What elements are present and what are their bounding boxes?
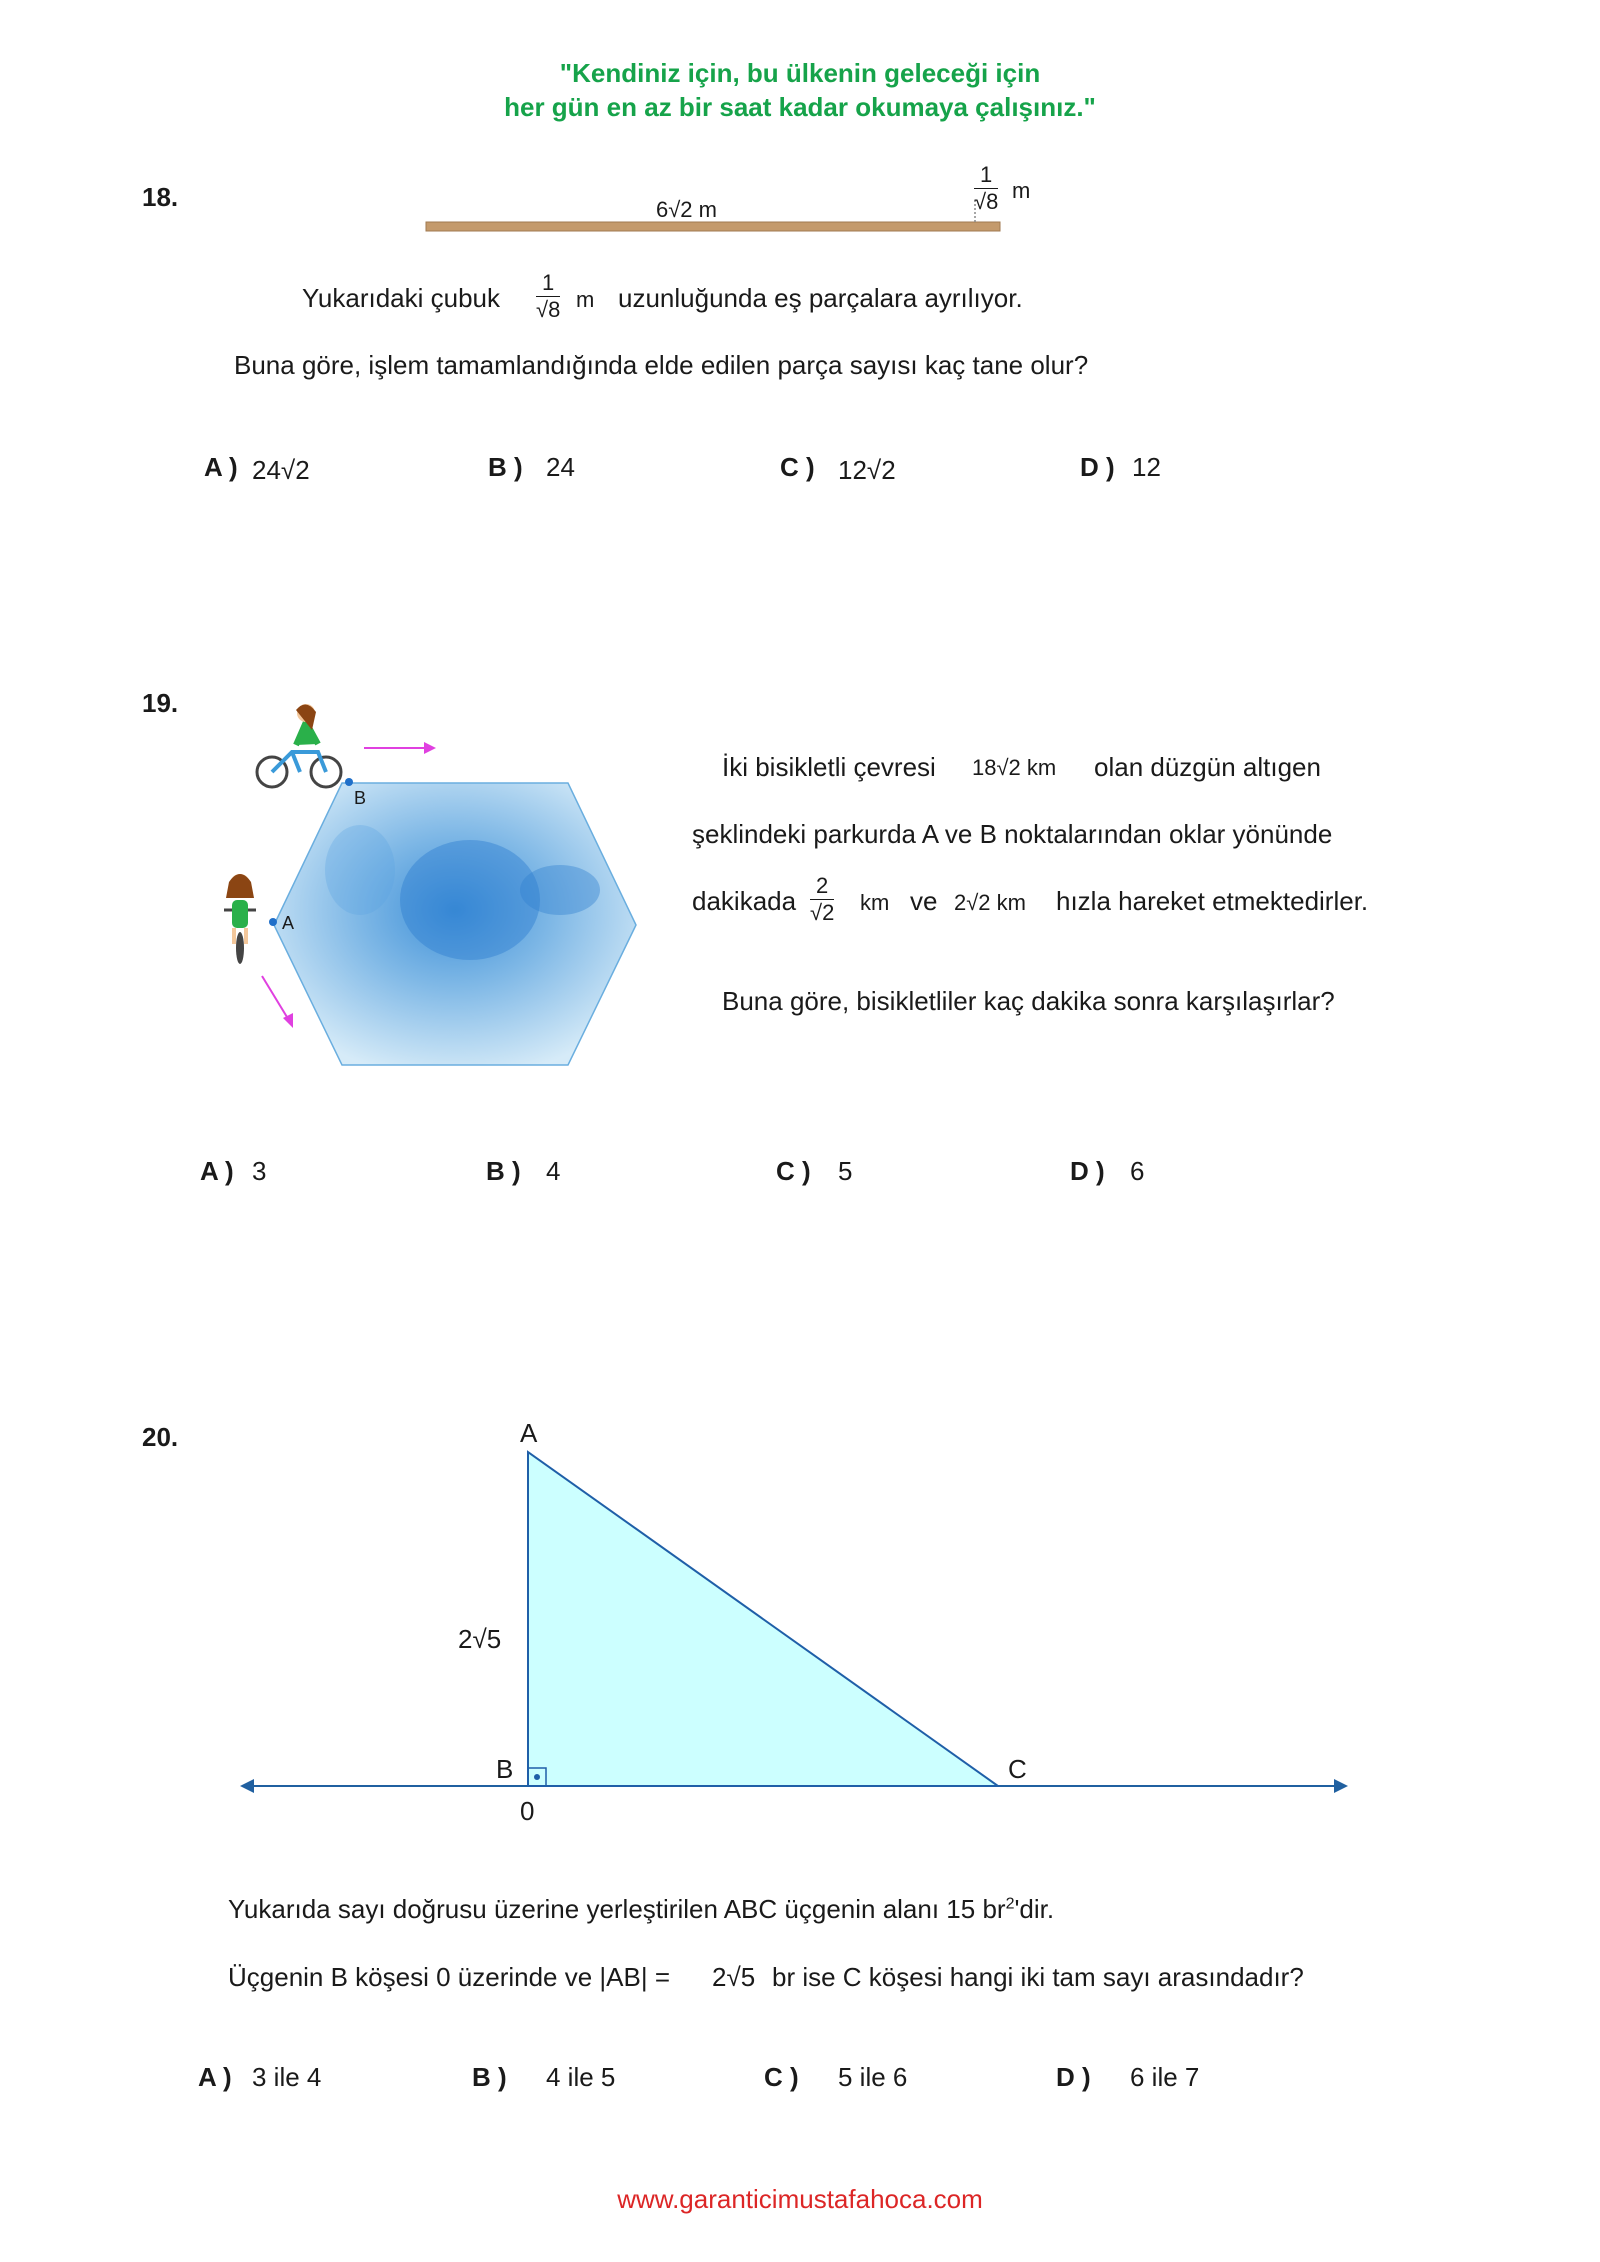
q20-line1-part2: 'dir. xyxy=(1014,1894,1055,1924)
q20-option-a-letter[interactable]: A ) xyxy=(198,2062,232,2092)
right-angle-dot xyxy=(534,1774,540,1780)
number-line-left-arrow xyxy=(240,1779,254,1793)
q19-perimeter-value: 18√2 km xyxy=(972,755,1057,780)
q18-option-a-value[interactable]: 24√2 xyxy=(252,455,310,485)
rod-length-label: 6√2 m xyxy=(656,197,717,222)
q18-option-b-value[interactable]: 24 xyxy=(546,452,575,482)
q19-and: ve xyxy=(910,886,938,916)
side-ab-label: 2√5 xyxy=(458,1624,502,1654)
q20-line2-part1: Üçgenin B köşesi 0 üzerinde ve |AB| = xyxy=(228,1962,671,1992)
quote-line-2: her gün en az bir saat kadar okumaya çalışınız." xyxy=(504,92,1096,122)
q20-ab-value: 2√5 xyxy=(712,1962,756,1992)
quote-line-1: "Kendiniz için, bu ülkenin geleceği için xyxy=(559,58,1041,88)
triangle-abc xyxy=(528,1452,998,1786)
rod-piece-unit: m xyxy=(1012,178,1031,203)
q20-line1 xyxy=(228,1894,1054,1925)
q18-inline-numerator: 1 xyxy=(536,270,560,297)
q18-option-b-letter[interactable]: B ) xyxy=(488,452,523,482)
vertex-label-b: B xyxy=(496,1754,514,1784)
number-line-right-arrow xyxy=(1334,1779,1348,1793)
q19-speed1-numerator: 2 xyxy=(810,873,834,900)
q19-option-c-letter[interactable]: C ) xyxy=(776,1156,811,1186)
q19-speed1-unit: km xyxy=(860,890,890,915)
q19-option-b-letter[interactable]: B ) xyxy=(486,1156,521,1186)
q19-option-d-value[interactable]: 6 xyxy=(1130,1156,1145,1186)
q19-option-b-value[interactable]: 4 xyxy=(546,1156,561,1186)
q18-option-c-letter[interactable]: C ) xyxy=(780,452,815,482)
q18-option-d-letter[interactable]: D ) xyxy=(1080,452,1115,482)
question-18-number: 18. xyxy=(142,182,179,212)
q18-question-text: Buna göre, işlem tamamlandığında elde edilen parça sayısı kaç tane olur? xyxy=(234,350,1089,380)
q20-option-c-letter[interactable]: C ) xyxy=(764,2062,799,2092)
q19-option-a-letter[interactable]: A ) xyxy=(200,1156,234,1186)
q20-option-b-letter[interactable]: B ) xyxy=(472,2062,507,2092)
q20-option-d-letter[interactable]: D ) xyxy=(1056,2062,1091,2092)
q18-text-part1: Yukarıdaki çubuk xyxy=(302,283,501,313)
q20-line1-part1: Yukarıda sayı doğrusu üzerine yerleştirilen ABC üçgenin alanı 15 br xyxy=(228,1894,1006,1924)
question-20-number: 20. xyxy=(142,1422,179,1452)
q20-option-a-value[interactable]: 3 ile 4 xyxy=(252,2062,322,2092)
q18-inline-denominator: √8 xyxy=(536,297,561,322)
q20-option-b-value[interactable]: 4 ile 5 xyxy=(546,2062,616,2092)
hexagon-label-a: A xyxy=(282,913,295,933)
q19-line3-part1: dakikada xyxy=(692,886,797,916)
q20-line1-superscript: 2 xyxy=(1005,1895,1015,1913)
q19-line1-part1: İki bisikletli çevresi xyxy=(722,752,936,782)
vertex-label-c: C xyxy=(1008,1754,1027,1784)
q20-line2-part2: br ise C köşesi hangi iki tam sayı arasındadır? xyxy=(772,1962,1304,1992)
q18-option-d-value[interactable]: 12 xyxy=(1132,452,1161,482)
q19-option-c-value[interactable]: 5 xyxy=(838,1156,853,1186)
q20-option-d-value[interactable]: 6 ile 7 xyxy=(1130,2062,1200,2092)
q19-line3-part2: hızla hareket etmektedirler. xyxy=(1056,886,1369,916)
question-19-number: 19. xyxy=(142,688,179,718)
q18-inline-unit: m xyxy=(576,287,595,312)
q18-text-part2: uzunluğunda eş parçalara ayrılıyor. xyxy=(618,283,1023,313)
hexagon-label-b: B xyxy=(354,788,367,808)
vertex-label-a: A xyxy=(520,1418,538,1448)
number-line-zero-label: 0 xyxy=(520,1796,535,1826)
q18-option-a-letter[interactable]: A ) xyxy=(204,452,238,482)
q19-option-d-letter[interactable]: D ) xyxy=(1070,1156,1105,1186)
footer-url[interactable]: www.garanticimustafahoca.com xyxy=(617,2184,983,2214)
rod-piece-denominator: √8 xyxy=(974,189,999,214)
q19-speed2-value: 2√2 km xyxy=(954,890,1026,915)
q19-line1-part2: olan düzgün altıgen xyxy=(1094,752,1321,782)
q19-option-a-value[interactable]: 3 xyxy=(252,1156,267,1186)
q18-option-c-value[interactable]: 12√2 xyxy=(838,455,896,485)
q19-question-text: Buna göre, bisikletliler kaç dakika sonra karşılaşırlar? xyxy=(722,986,1335,1016)
q19-speed1-denominator: √2 xyxy=(810,900,835,925)
q20-option-c-value[interactable]: 5 ile 6 xyxy=(838,2062,908,2092)
rod-piece-numerator: 1 xyxy=(974,162,998,189)
q19-line2: şeklindeki parkurda A ve B noktalarından oklar yönünde xyxy=(692,819,1333,849)
